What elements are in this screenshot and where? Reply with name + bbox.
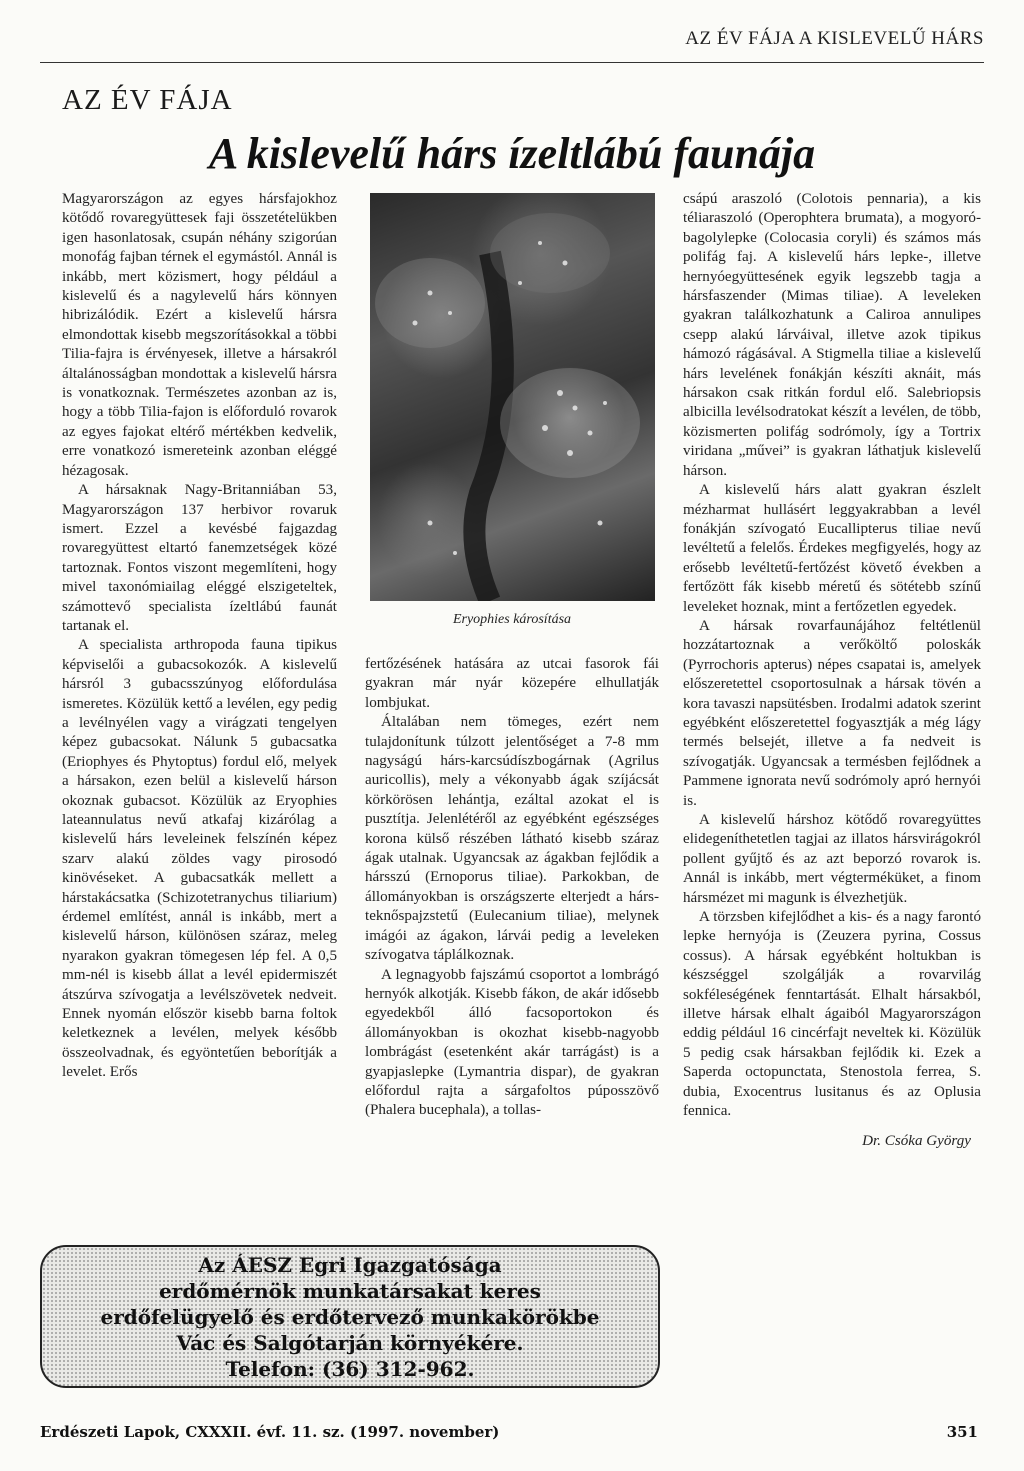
advert-line: Vác és Salgótarján környékére. xyxy=(176,1330,524,1355)
paragraph: A törzsben kifejlődhet a kis- és a nagy farontó lepke hernyója is (Zeuzera pyrina, Cossus cossus). A hársak egyébként holtukban is készséggel szolgálják a rovarvilág sokféleségének fenntartását. Elhalt hársakból, illetve hársak elhalt ágaiból Magyarországon eddig például 16 cincérfajt neveltek ki. Közülük 5 pedig csak hársakban fejlődik ki. Ezek a Saperda octopunctata, Stenostola ferrea, S. dubia, Exocentrus lusitanus és az Oplusia fennica. xyxy=(683,909,981,1120)
section-label: AZ ÉV FÁJA xyxy=(62,84,233,116)
text-column-1 xyxy=(62,190,337,1083)
advert-line: Az ÁESZ Egri Igazgatósága xyxy=(198,1252,502,1277)
paragraph: Magyarországon az egyes hársfajokhoz kötődő rovaregyüttesek faji összetételükben igen hasonlatosak, csupán néhány szigorúan monofág fajban térnek el egymástól. Annál is inkább, mert közismert, hogy például a kislevelű és a nagylevelű hárs könnyen hibrizálódik. Ezért a kislevelű hársra elmondottak kisebb megszorításokkal a többi Tilia-fajra is érvényesek, illetve a hársakról általánosságban mondottak a kislevelű hársra is vonatkoznak. Természetes azonban az is, hogy a több Tilia-fajon is előforduló rovarok az egyes fajokat eltérő mértékben kedvelik, erre vonatkozó ismereteink azonban eléggé hézagosak. xyxy=(62,191,337,479)
journal-citation: Erdészeti Lapok, CXXXII. évf. 11. sz. (1997. november) xyxy=(40,1423,500,1441)
text-column-2 xyxy=(365,655,659,1121)
paragraph: A specialista arthropoda fauna tipikus képviselői a gubacsokozók. A kislevelű hársról 3 gubacsszúnyog előfordulása ismeretes. Közülük kettő a levélen, egy pedig a levélnyélen vagy a virágzati tengelyen képez gubacsokat. Nálunk 5 gubacsatka (Eriophyes és Phytoptus) fordul elő, melyek a hársakon, ezen belül a kislevelű hárson okoznak gubacsot. Közülük az Eryophies lateannulatus nevű atkafaj kizárólag a kislevelű hárs leveleinek felszínén képez szarv alakú zöldes vagy pirosodó kinövéseket. A gubacsatkák mellett a hárstakácsatka (Schizotetranychus tiliarium) érdemel említést, annál is inkább, mert a kislevelű hárson, különösen száraz, meleg nyarakon gyakran tömegesen lép fel. A 0,5 mm-nél is kisebb állat a levél epidermiszét átszúrva szívogatja a levélszövetek nedveit. Ennek nyomán először kisebb barna foltok keletkeznek a levélen, melyek később összeolvadnak, és egyöntetűen beborítják a levelet. Erős xyxy=(62,637,337,1081)
paragraph: A hársak rovarfaunájához feltétlenül hozzátartoznak a verőköltő poloskák (Pyrrochoris apterus) népes csapatai is, amelyek előszeretettel csoportosulnak a hársak tövén a kora tavaszi napsütésben. Irodalmi adatok szerint egyébként előszeretettel fogyasztják a még lágy termés belsejét, illetve a fa nedveit is szívogatják. Ugyancsak a termésben fejlődnek a Pammene ignorata nevű sodrómoly apró hernyói is. xyxy=(683,617,981,809)
page-number: 351 xyxy=(946,1423,978,1441)
paragraph: Általában nem tömeges, ezért nem tulajdonítunk túlzott jelentőséget a 7-8 mm nagyságú hárs-karcsúdíszbogárnak (Agrilus auricollis), mely a vékonyabb ágak szíjácsát körkörösen lehántja, ezáltal azokat el is pusztítja. Jelenlétéről az egyébként egészséges korona külső részében látható kisebb száraz ágak utalnak. Ugyancsak az ágakban fejlődik a hársszú (Ernoporus tiliae). Parkokban, de állományokban is országszerte elterjedt a hárs-teknőspajzstetű (Eulecanium tiliae), melynek imágói az ágakon, lárvái pedig a leveleken szívogatva táplálkoznak. xyxy=(365,714,659,964)
paragraph: A kislevelű hárshoz kötődő rovaregyüttes elidegeníthetetlen tagjai az illatos hársvirágokról pollent gyűjtő és az azt beporzó rovarok is. Annál is inkább, mert végterméküket, a finom hársmézet mi magunk is élvezhetjük. xyxy=(683,812,981,906)
figure-caption: Eryophies károsítása xyxy=(452,612,572,627)
paragraph: A kislevelű hárs alatt gyakran észlelt mézharmat hullásért leggyakrabban a levél fonákján szívogató Eucallipterus tiliae nevű levéltetű a felelős. Érdekes megfigyelés, hogy az erősebb levéltetű-fertőzést követő években a fertőzött fák kisebb méretű és sötétebb színű leveleket hoznak, mint a fertőzetlen egyedek. xyxy=(683,482,981,615)
header-rule xyxy=(40,62,984,63)
text-column-3 xyxy=(683,190,981,1151)
article-title: A kislevelű hárs ízeltlábú faunája xyxy=(208,129,816,178)
leaf-gall-photo xyxy=(370,193,655,601)
advert-phone: Telefon: (36) 312-962. xyxy=(225,1356,475,1381)
paragraph: A legnagyobb fajszámú csoportot a lombrágó hernyók alkotják. Kisebb fákon, de akár idősebb egyedekből álló facsoportokon és állományokban is okozhat kisebb-nagyobb lombrágást (esetenként akár tarrágást) is a gyapjaslepke (Lymantria dispar), de gyakran előfordul rajta a sárgafoltos púposszövő (Phalera bucephala), a tollas- xyxy=(365,966,659,1119)
author-signature: Dr. Csóka György xyxy=(862,1132,971,1149)
leaf-gall-illustration xyxy=(370,193,655,601)
advert-line: erdőmérnök munkatársakat keres xyxy=(159,1278,541,1303)
paragraph: fertőzésének hatására az utcai fasorok fái gyakran már nyár közepére elhullatják lombjukat. xyxy=(365,656,659,711)
job-advert-box xyxy=(40,1245,660,1388)
running-header: AZ ÉV FÁJA A KISLEVELŰ HÁRS xyxy=(685,28,984,49)
paragraph: csápú araszoló (Colotois pennaria), a kis téliaraszoló (Operophtera brumata), a mogyoró-bagolylepke (Colocasia coryli) és számos más polifág faj. A kislevelű hárs lepke-, illetve hernyóegyüttesének egyik legszebb tagja a hársfaszender (Mimas tiliae). A leveleken gyakran találkozhatunk a Caliroa annulipes csepp alakú lárváival, illetve azok tipikus hámozó rágásával. A Stigmella tiliae a kislevelű hárs levelének fonákján készíti aknáit, más hársakon csak ritkán fordul elő. Salebriopsis albicilla levélsodratokat készít a levélen, de több, közismerten polifág sodrómoly, így a Tortrix viridana „művei” is gyakran láthatjuk kislevelű hárson. xyxy=(683,191,981,479)
paragraph: A hársaknak Nagy-Britanniában 53, Magyarországon 137 herbivor rovaruk ismert. Ezzel a kevésbé fajgazdag rovaregyüttest eltartó fanemzetségek közé tartoznak. Fontos viszont megemlíteni, hogy mivel taxonómiailag eléggé elszigeteltek, számottevő specialista ízeltlábú faunát tartanak el. xyxy=(62,482,337,634)
advert-line: erdőfelügyelő és erdőtervező munkakörökbe xyxy=(100,1304,600,1329)
